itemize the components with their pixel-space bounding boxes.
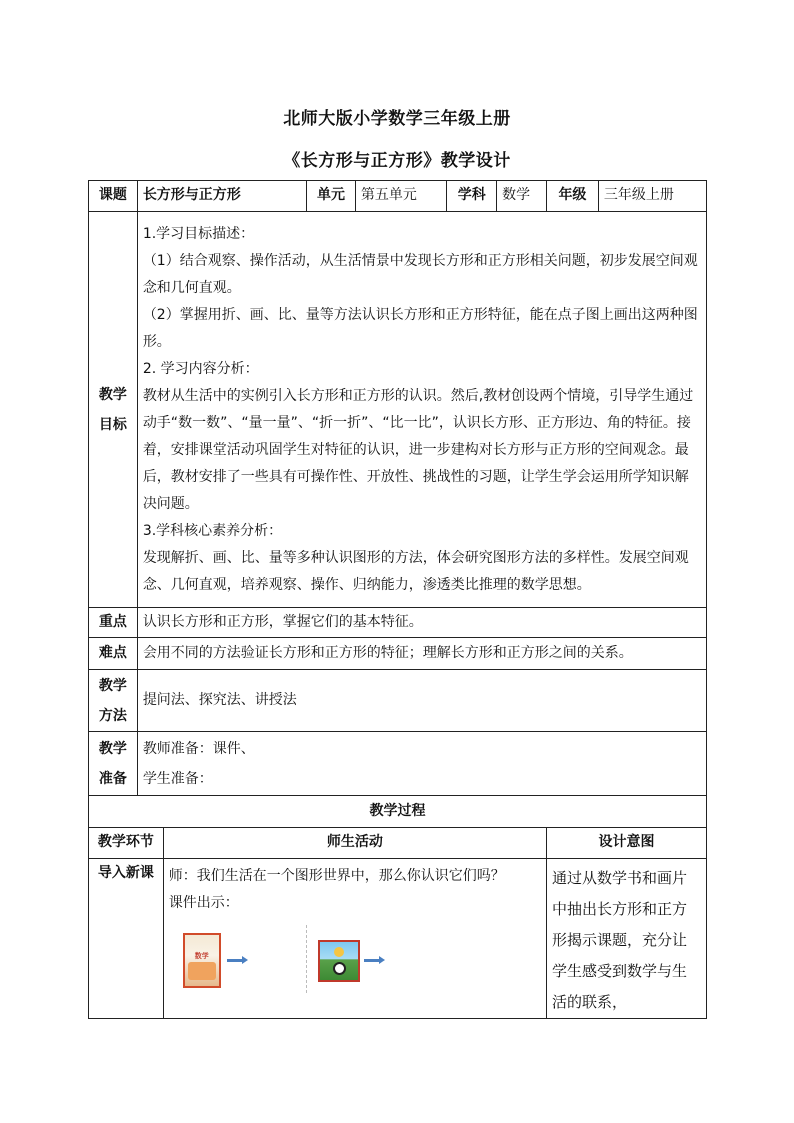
key-point-value: 认识长方形和正方形，掌握它们的基本特征。: [137, 608, 706, 638]
goals-label-line1: 教学: [98, 386, 127, 403]
goals-paragraph-1: （1）结合观察、操作活动，从生活情景中发现长方形和正方形相关问题，初步发展空间观念和几何直观。: [142, 252, 698, 296]
book-illustration: [188, 962, 216, 980]
topic-label: 课题: [89, 181, 138, 212]
method-label-line1: 教学: [98, 677, 127, 694]
intro-intent: 通过从数学书和画片中抽出长方形和正方形揭示课题，充分让学生感受到数学与生活的联系，: [546, 859, 706, 1019]
goals-row: [89, 212, 707, 608]
goals-heading-1: 1.学习目标描述：: [142, 225, 255, 242]
info-row: [89, 181, 707, 212]
subject-label: 学科: [447, 181, 497, 212]
process-columns-row: [89, 828, 707, 859]
goals-label-line2: 目标: [98, 416, 127, 433]
key-point-label: 重点: [89, 608, 138, 638]
preparation-row: [89, 732, 707, 796]
unit-value: 第五单元: [355, 181, 446, 212]
sun-icon: [334, 947, 344, 957]
method-value: 提问法、探究法、讲授法: [137, 670, 706, 732]
intent-column-header: 设计意图: [546, 828, 706, 859]
goals-paragraph-4: 发现解折、画、比、量等多种认识图形的方法，体会研究图形方法的多样性。发展空间观念、几何直观，培养观察、操作、归纳能力，渗透类比推理的数学思想。: [142, 549, 689, 593]
process-heading-row: [89, 796, 707, 828]
panda-icon: [333, 962, 346, 975]
math-book-image: [183, 933, 221, 988]
method-label-line2: 方法: [98, 707, 127, 724]
process-heading: 教学过程: [89, 796, 707, 828]
picture-card-image: [318, 940, 360, 982]
intro-row: [89, 859, 707, 1019]
student-preparation: 学生准备：: [142, 770, 213, 787]
intro-stage: 导入新课: [89, 859, 164, 1019]
grade-value: 三年级上册: [598, 181, 706, 212]
goals-label: [89, 212, 138, 608]
activity-column-header: 师生活动: [163, 828, 546, 859]
courseware-media: [169, 895, 541, 993]
goals-content: [137, 212, 706, 608]
teacher-preparation: 教师准备：课件、: [142, 740, 255, 757]
stage-column-header: 教学环节: [89, 828, 164, 859]
math-book-title: 数学: [194, 952, 209, 960]
difficulty-row: [89, 638, 707, 670]
preparation-value: [137, 732, 706, 796]
arrow-right-icon: [227, 959, 243, 962]
goals-heading-3: 3.学科核心素养分析：: [142, 522, 283, 539]
method-label: [89, 670, 138, 732]
grade-label: 年级: [546, 181, 598, 212]
arrow-right-icon: [364, 959, 380, 962]
preparation-label-line1: 教学: [98, 740, 127, 757]
activity-line-2: 课件出示：: [168, 895, 239, 911]
document-title: 北师大版小学数学三年级上册: [283, 109, 511, 129]
unit-label: 单元: [307, 181, 356, 212]
preparation-label-line2: 准备: [98, 770, 127, 787]
document-subtitle: 《长方形与正方形》教学设计: [283, 151, 511, 171]
goals-paragraph-3: 教材从生活中的实例引入长方形和正方形的认识。然后,教材创设两个情境，引导学生通过动手“数一数”、“量一量”、“折一折”、“比一比”，认识长方形、正方形边、角的特征。接着，安排课堂活动巩固学生对特征的认识，进一步建构对长方形与正方形的空间观念。最后，教材安排了一些具有可操作性、开放性、挑战性的习题，让学生学会运用所学知识解决问题。: [142, 387, 694, 512]
goals-heading-2: 2. 学习内容分析：: [142, 360, 259, 377]
lesson-plan-table: [88, 180, 707, 1019]
method-row: [89, 670, 707, 732]
intro-activity: [163, 859, 546, 1019]
subject-value: 数学: [497, 181, 547, 212]
dashed-divider: [306, 925, 307, 993]
topic-value: 长方形与正方形: [137, 181, 306, 212]
difficulty-value: 会用不同的方法验证长方形和正方形的特征；理解长方形和正方形之间的关系。: [137, 638, 706, 670]
goals-paragraph-2: （2）掌握用折、画、比、量等方法认识长方形和正方形特征，能在点子图上画出这两种图形。: [142, 306, 698, 350]
difficulty-label: 难点: [89, 638, 138, 670]
key-point-row: [89, 608, 707, 638]
preparation-label: [89, 732, 138, 796]
activity-line-1: 师：我们生活在一个图形世界中，那么你认识它们吗？: [168, 868, 505, 884]
